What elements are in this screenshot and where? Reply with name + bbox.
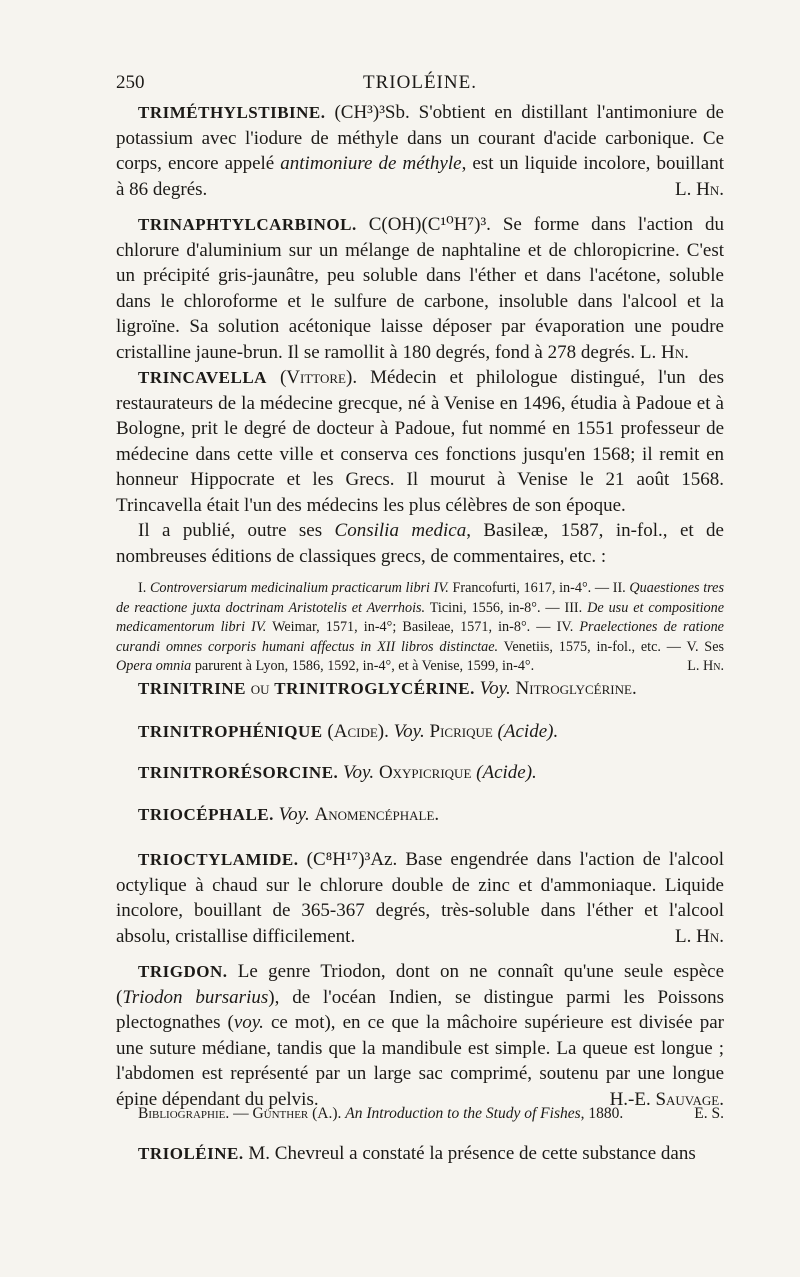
entry-trinitrine: TRINITRINE ou TRINITROGLYCÉRINE. Voy. Nitroglycérine. [138,678,637,699]
entry-triocephale: TRIOCÉPHALE. Voy. Anomencéphale. [138,804,440,825]
running-title: TRIOLÉINE. [363,72,477,93]
entry-trioctylamide: TRIOCTYLAMIDE. (C⁸H¹⁷)³Az. Base engendrée dans l'action de l'alcool octylique à chaud sur le chlorure double de zinc et d'ammoniaque. Liquide incolore, bouillant de 365-367 degrés, très-soluble dans l'éther et l'alcool absolu, cristallise difficilement. L. Hn. [116,847,724,949]
signature: L. Hn. [675,925,724,947]
entry-trinitrophenique: TRINITROPHÉNIQUE (Acide). Voy. Picrique (Acide). [138,721,559,742]
page-number: 250 [116,72,145,93]
signature: L. Hn. [675,178,724,200]
entry-trigdon: TRIGDON. Le genre Triodon, dont on ne connaît qu'une seule espèce (Triodon bursarius), de l'océan Indien, se distingue parmi les Poissons plectognathes (voy. ce mot), en ce que la mâchoire supérieure est divisée par une suture médiane, tandis que la mandibule est simple. La queue est longue ; l'abdomen est représenté par un large sac comprimé, soutenu par une longue épine dépendant du pelvis. H.-E. Sauvage. [116,959,724,1112]
headword: TRINAPHTYLCARBINOL. [138,215,357,234]
signature: E. S. [694,1105,724,1122]
headword: TRIOCTYLAMIDE. [138,850,299,869]
signature: L. Hn. [687,658,724,674]
signature: L. Hn. [639,341,689,363]
bibliographie-line: Bibliographie. — Günther (A.). An Introduction to the Study of Fishes, 1880. E. S. [138,1105,724,1122]
headword: TRINCAVELLA [138,368,267,387]
bibliography-list: I. Controversiarum medicinalium practicarum libri IV. Francofurti, 1617, in-4°. — II. Quaestiones tres de reactione juxta doctrinam Aristotelis et Averrhois. Ticini, 1556, in-8°. — III. De usu et compositione medicamentorum libri IV. Weimar, 1571, in-4°; Basileae, 1571, in-8°. — IV. Praelectiones de ratione curandi omnes corporis humani affectus in XII libros distinctae. Venetiis, 1575, in-fol., etc. — V. Ses Opera omnia parurent à Lyon, 1586, 1592, in-4°, et à Venise, 1599, in-4°. L. Hn. [116,579,724,677]
entry-trioleine: TRIOLÉINE. M. Chevreul a constaté la présence de cette substance dans [138,1143,696,1164]
entry-trincavella: TRINCAVELLA (Vittore). Médecin et philologue distingué, l'un des restaurateurs de la médecine grecque, né à Venise en 1496, étudia à Padoue et à Bologne, prit le degré de docteur à Padoue, fut nommé en 1551 professeur de médecine dans cette ville et conserva ces fonctions jusqu'en 1568; il remit en honneur Hippocrate et les Grecs. Il mourut à Venise le 21 août 1568. Trincavella était l'un des médecins les plus célèbres de son époque. Il a publié, outre ses Consilia medica, Basileæ, 1587, in-fol., et de nombreuses éditions de classiques grecs, de commentaires, etc. : I. Controversiarum medicinalium practicarum libri IV. Francofurti, 1617, in-4°. — II. Quaestiones tres de reactione juxta doctrinam Aristotelis et Averrhois. Ticini, 1556, in-8°. — III. De usu et compositione medicamentorum libri IV. Weimar, 1571, in-4°; Basileae, 1571, in-8°. — IV. Praelectiones de ratione curandi omnes corporis humani affectus in XII libros distinctae. Venetiis, 1575, in-fol., etc. — V. Ses Opera omnia parurent à Lyon, 1586, 1592, in-4°, et à Venise, 1599, in-4°. L. Hn. [116,365,724,677]
page-header [116,72,724,96]
headword: TRIGDON. [138,962,228,981]
entry-trimethylstibine: TRIMÉTHYLSTIBINE. (CH³)³Sb. S'obtient en distillant l'antimoniure de potassium avec l'iodure de méthyle dans un courant d'acide carbonique. Ce corps, encore appelé antimoniure de méthyle, est un liquide incolore, bouillant à 86 degrés. L. Hn. [116,100,724,202]
headword: TRIMÉTHYLSTIBINE. [138,103,326,122]
entry-trinitroresorcine: TRINITRORÉSORCINE. Voy. Oxypicrique (Acide). [138,762,537,783]
signature: H.-E. Sauvage. [609,1088,724,1110]
headword: TRIOLÉINE. [138,1144,244,1163]
entry-trinaphtylcarbinol: TRINAPHTYLCARBINOL. C(OH)(C¹⁰H⁷)³. Se forme dans l'action du chlorure d'aluminium sur un mélange de naphtaline et de chloropicrine. C'est un précipité gris-jaunâtre, peu soluble dans l'éther et dans l'acétone, soluble dans le chloroforme et le sulfure de carbone, insoluble dans l'alcool et la ligroïne. Sa solution acétonique laisse déposer par évaporation une poudre cristalline jaune-brun. Il se ramollit à 180 degrés, fond à 278 degrés. L. Hn. [116,214,724,363]
